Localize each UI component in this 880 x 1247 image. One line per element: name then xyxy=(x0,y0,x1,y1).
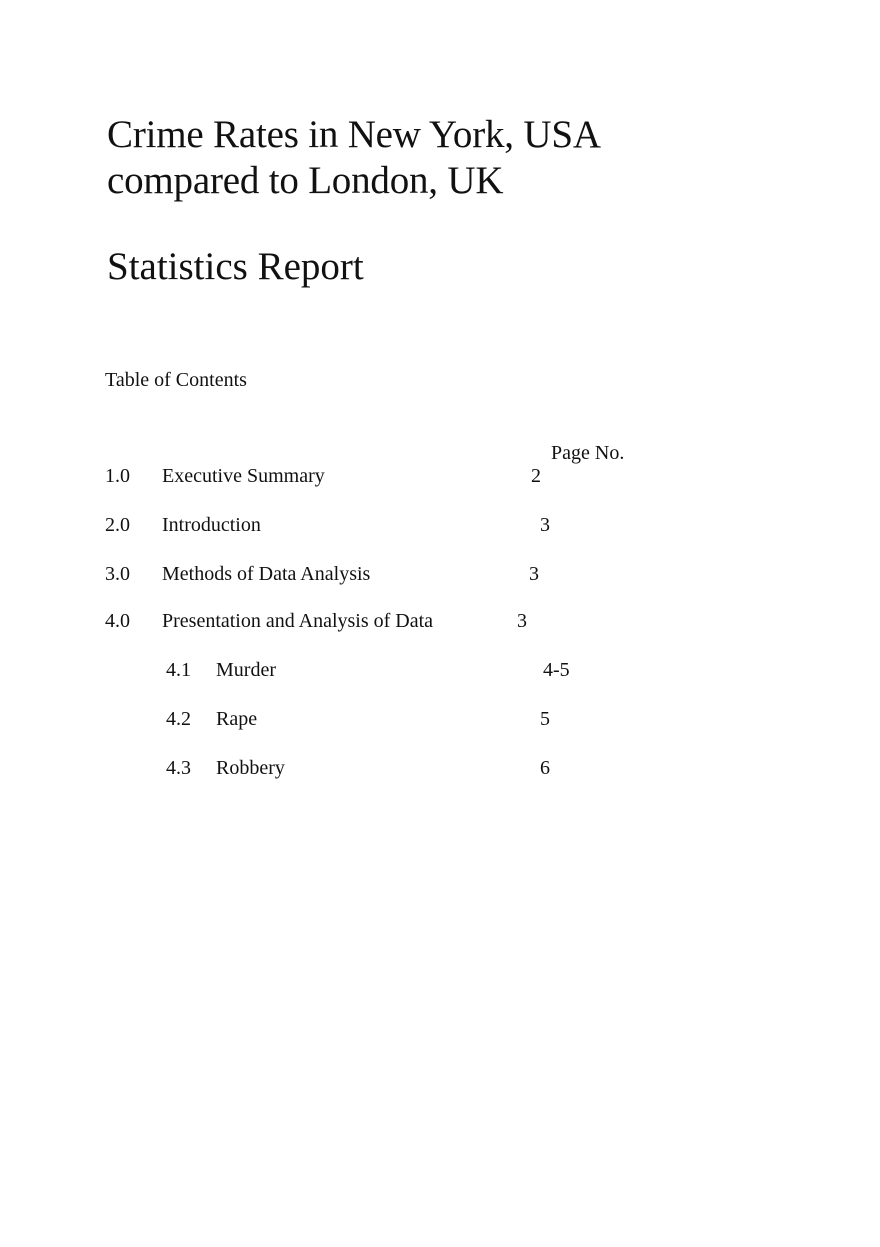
toc-entry-label: Rape xyxy=(216,708,258,730)
toc-entry-label: Executive Summary xyxy=(162,465,325,487)
toc-entry-number: 4.1 xyxy=(166,659,191,681)
toc-entry-page: 6 xyxy=(540,757,550,779)
toc-entry-label: Methods of Data Analysis xyxy=(162,563,371,585)
toc-entry-page: 4-5 xyxy=(543,659,570,681)
toc-entry-number: 4.0 xyxy=(105,610,130,632)
toc-entry-label: Robbery xyxy=(216,757,285,779)
toc-entry-number: 4.3 xyxy=(166,757,191,779)
toc-entry-label: Introduction xyxy=(162,514,261,536)
report-title-line-1: Crime Rates in New York, USA xyxy=(107,113,601,156)
toc-entry-page: 3 xyxy=(529,563,539,585)
toc-entry-label: Presentation and Analysis of Data xyxy=(162,610,434,632)
toc-entry-page: 2 xyxy=(531,465,541,487)
report-title xyxy=(107,112,601,204)
toc-entry-number: 1.0 xyxy=(105,465,130,487)
page-number-heading: Page No. xyxy=(551,442,625,464)
toc-entry-page: 3 xyxy=(517,610,527,632)
toc-entry-page: 3 xyxy=(540,514,550,536)
toc-heading: Table of Contents xyxy=(105,369,247,391)
toc-entry-number: 2.0 xyxy=(105,514,130,536)
report-title-line-2: compared to London, UK xyxy=(107,159,504,202)
report-subtitle: Statistics Report xyxy=(107,245,364,288)
toc-entry-number: 3.0 xyxy=(105,563,130,585)
toc-entry-label: Murder xyxy=(216,659,276,681)
toc-entry-page: 5 xyxy=(540,708,550,730)
toc-entry-number: 4.2 xyxy=(166,708,191,730)
